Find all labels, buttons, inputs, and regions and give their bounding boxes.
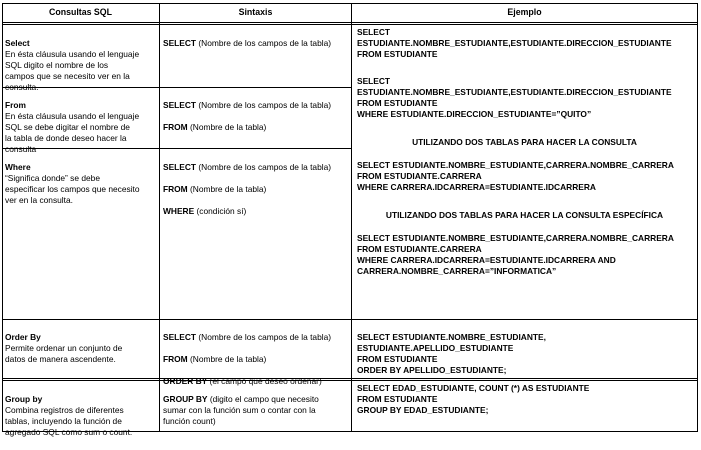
- where-syntax-text-3: (condición sí): [194, 206, 247, 217]
- select-title: Select: [5, 38, 30, 49]
- groupby-title: Group by: [5, 394, 43, 405]
- where-description: “Significa donde” se debe especificar los campos que necesito ver en la consulta.: [5, 173, 140, 206]
- orderby-description-cell: [5, 321, 158, 376]
- where-syntax-keyword-3: WHERE: [163, 206, 195, 217]
- from-syntax-text-1: (Nombre de los campos de la tabla): [196, 100, 332, 111]
- from-syntax: [163, 89, 350, 133]
- where-title: Where: [5, 162, 31, 173]
- header-consultas-sql: Consultas SQL: [48, 7, 113, 17]
- table-border-right: [697, 3, 698, 432]
- where-syntax-keyword-1: SELECT: [163, 162, 197, 173]
- example-groupby: SELECT EDAD_ESTUDIANTE, COUNT (*) AS ESTUDIANTE FROM ESTUDIANTE GROUP BY EDAD_ESTUDIANTE;: [357, 383, 590, 416]
- where-syntax-text-1: (Nombre de los campos de la tabla): [196, 162, 332, 173]
- orderby-syntax-keyword-3: ORDER BY: [163, 376, 208, 387]
- orderby-description: Permite ordenar un conjunto de datos de manera ascendente.: [5, 343, 123, 365]
- header-divider-2: [2, 24, 698, 25]
- from-syntax-text-2: (Nombre de la tabla): [187, 122, 267, 133]
- from-description: En ésta cláusula usando el lenguaje SQL se debe digitar el nombre de la tabla de donde deseo hacer la consulta: [5, 111, 140, 155]
- where-syntax-keyword-2: FROM: [163, 184, 188, 195]
- example-join: SELECT ESTUDIANTE.NOMBRE_ESTUDIANTE,CARRERA.NOMBRE_CARRERA FROM ESTUDIANTE.CARRERA WHERE CARRERA.IDCARRERA=ESTUDIANTE.IDCARRERA: [357, 160, 674, 193]
- header-sintaxis: Sintaxis: [238, 7, 273, 17]
- table-border-left: [2, 3, 3, 432]
- table-border-top: [2, 3, 698, 4]
- select-syntax-keyword: SELECT: [163, 38, 197, 49]
- header-divider: [2, 22, 698, 23]
- groupby-description-cell: [5, 383, 158, 450]
- from-syntax-keyword-1: SELECT: [163, 100, 197, 111]
- orderby-syntax: [163, 321, 350, 388]
- groupby-syntax: [163, 383, 350, 427]
- example-heading-specific: UTILIZANDO DOS TABLAS PARA HACER LA CONSULTA ESPECÍFICA: [385, 210, 664, 220]
- from-syntax-keyword-2: FROM: [163, 122, 188, 133]
- select-syntax-text: (Nombre de los campos de la tabla): [196, 38, 332, 49]
- orderby-syntax-keyword-1: SELECT: [163, 332, 197, 343]
- from-title: From: [5, 100, 26, 111]
- where-syntax-text-2: (Nombre de la tabla): [187, 184, 267, 195]
- orderby-syntax-keyword-2: FROM: [163, 354, 188, 365]
- example-where: SELECT ESTUDIANTE.NOMBRE_ESTUDIANTE,ESTUDIANTE.DIRECCION_ESTUDIANTE FROM ESTUDIANTE WHERE ESTUDIANTE.DIRECCION_ESTUDIANTE=”QUITO”: [357, 76, 672, 120]
- row-divider-4: [2, 378, 698, 379]
- select-syntax: [163, 27, 350, 49]
- example-join-specific: SELECT ESTUDIANTE.NOMBRE_ESTUDIANTE,CARRERA.NOMBRE_CARRERA FROM ESTUDIANTE.CARRERA WHERE CARRERA.IDCARRERA=ESTUDIANTE.IDCARRERA AND CARRERA.NOMBRE_CARRERA=”INFORMATICA”: [357, 233, 674, 277]
- select-description: En ésta cláusula usando el lenguaje SQL digito el nombre de los campos que se necesito ver en la consulta.: [5, 49, 140, 93]
- groupby-syntax-keyword: GROUP BY: [163, 394, 208, 405]
- groupby-description: Combina registros de diferentes tablas, incluyendo la función de agregado SQL como sum o count.: [5, 405, 133, 438]
- row-divider-4b: [2, 380, 698, 381]
- header-ejemplo: Ejemplo: [507, 7, 542, 17]
- where-syntax: [163, 151, 350, 218]
- example-heading-two-tables: UTILIZANDO DOS TABLAS PARA HACER LA CONSULTA: [412, 137, 637, 147]
- sql-reference-table: [2, 3, 698, 438]
- orderby-syntax-text-3: (el campo que deseo ordenar): [207, 376, 322, 387]
- orderby-syntax-text-2: (Nombre de la tabla): [187, 354, 267, 365]
- column-divider-1: [159, 3, 160, 432]
- where-description-cell: [5, 151, 158, 218]
- groupby-syntax-text: (digito el campo que necesito sumar con la función sum o contar con la función count): [163, 394, 319, 427]
- orderby-title: Order By: [5, 332, 41, 343]
- orderby-syntax-text-1: (Nombre de los campos de la tabla): [196, 332, 332, 343]
- example-select: SELECT ESTUDIANTE.NOMBRE_ESTUDIANTE,ESTUDIANTE.DIRECCION_ESTUDIANTE FROM ESTUDIANTE: [357, 27, 672, 60]
- row-divider-3: [2, 319, 698, 320]
- example-orderby: SELECT ESTUDIANTE.NOMBRE_ESTUDIANTE, ESTUDIANTE.APELLIDO_ESTUDIANTE FROM ESTUDIANTE ORDER BY APELLIDO_ESTUDIANTE;: [357, 332, 546, 376]
